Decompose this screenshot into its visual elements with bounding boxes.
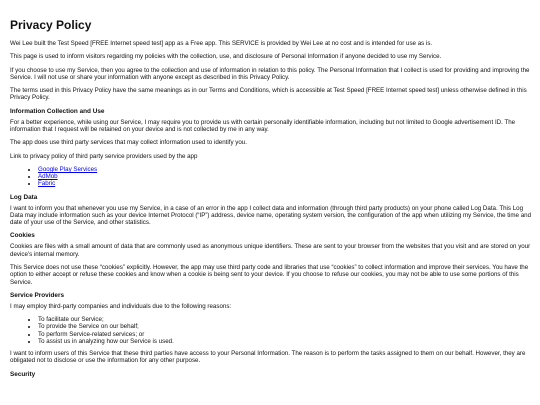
list-item xyxy=(38,166,532,173)
google-play-services-link[interactable]: Google Play Services xyxy=(38,165,98,173)
page-title: Privacy Policy xyxy=(10,18,92,32)
list-item xyxy=(38,173,532,180)
info-collection-paragraph-1: For a better experience, while using our Service, I may require you to provide us with certain personally identifiable information, including but not limited to Google advertisement ID. The information that I request will be retained on your device and is not collected by me in any way. xyxy=(10,118,516,134)
service-providers-paragraph-1: I may employ third-party companies and individuals due to the following reasons: xyxy=(10,302,232,310)
security-heading: Security xyxy=(10,370,36,378)
list-item xyxy=(38,180,532,187)
cookies-paragraph-2: This Service does not use these “cookies” explicitly. However, the app may use third party code and libraries that use “cookies” to collect information and improve their services. You have the option to either accept or refuse these cookies and know when a cookie is being sent to your device. If you choose to refuse our cookies, you may not be able to use some portions of this Service. xyxy=(10,264,529,286)
cookies-paragraph-1: Cookies are files with a small amount of data that are commonly used as anonymous unique identifiers. These are sent to your browser from the websites that you visit and are stored on your device's internal memory. xyxy=(10,243,531,258)
info-collection-paragraph-2: The app does use third party services that may collect information used to identify you. xyxy=(10,139,247,147)
cookies-heading: Cookies xyxy=(10,232,35,240)
info-collection-heading: Information Collection and Use xyxy=(10,107,105,115)
list-item: • To provide the Service on our behalf; xyxy=(38,323,532,330)
intro-paragraph-2: This page is used to inform visitors regarding my policies with the collection, use, and disclosure of Personal Information if anyone decided to use my Service. xyxy=(10,53,442,61)
admob-link[interactable]: AdMob xyxy=(38,173,58,181)
list-item: • To facilitate our Service; xyxy=(38,316,532,323)
intro-paragraph-4: The terms used in this Privacy Policy have the same meanings as in our Terms and Conditions, which is accessible at Test Speed [FREE Internet speed test] unless otherwise defined in this Privacy Policy. xyxy=(10,87,527,102)
list-item: • To perform Service-related services; or xyxy=(38,331,532,338)
intro-paragraph-3: If you choose to use my Service, then you agree to the collection and use of information in relation to this policy. The Personal Information that I collect is used for providing and improving the Service. I will not use or share your information with anyone except as described in this Privacy Policy. xyxy=(10,66,530,81)
log-data-heading: Log Data xyxy=(10,193,38,201)
service-providers-paragraph-2: I want to inform users of this Service that these third parties have access to your Personal Information. The reason is to perform the tasks assigned to them on our behalf. However, they are obligated not to disclose or use the information for any other purpose. xyxy=(10,350,526,365)
intro-paragraph-1: Wei Lee built the Test Speed [FREE Internet speed test] app as a Free app. This SERVICE is provided by Wei Lee at no cost and is intended for use as is. xyxy=(10,40,433,47)
third-party-links-list xyxy=(10,166,532,188)
service-providers-heading: Service Providers xyxy=(10,291,64,299)
log-data-paragraph: I want to inform you that whenever you use my Service, in a case of an error in the app I collect data and information (through third party products) on your phone called Log Data. This Log Data may include information such as your device Internet Protocol (“IP”) address, device name, operating system version, the configuration of the app when utilizing my Service, the time and date of your use of the Service, and other statistics. xyxy=(10,204,532,227)
reasons-list xyxy=(10,316,532,345)
fabric-link[interactable]: Fabric xyxy=(38,180,56,188)
list-item: • To assist us in analyzing how our Service is used. xyxy=(38,338,532,345)
info-collection-paragraph-3: Link to privacy policy of third party service providers used by the app xyxy=(10,152,198,160)
